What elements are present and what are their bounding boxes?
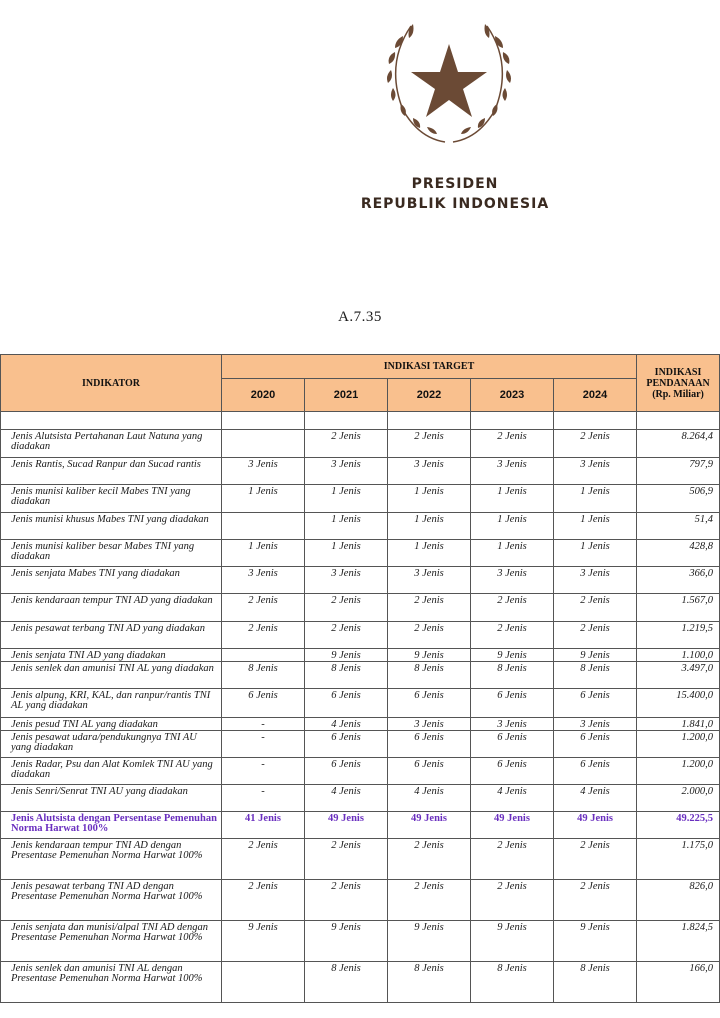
target-cell: - bbox=[222, 718, 305, 731]
target-cell: 41 Jenis bbox=[222, 812, 305, 839]
target-cell: 1 Jenis bbox=[554, 540, 637, 567]
indicator-cell: Jenis senlek dan amunisi TNI AL yang diadakan bbox=[1, 662, 222, 689]
table-row bbox=[1, 758, 720, 785]
target-cell: 8 Jenis bbox=[471, 662, 554, 689]
header-year: 2023 bbox=[471, 379, 554, 412]
indicator-cell: Jenis senjata dan munisi/alpal TNI AD dengan Presentase Pemenuhan Norma Harwat 100% bbox=[1, 921, 222, 962]
target-cell: 9 Jenis bbox=[471, 649, 554, 662]
target-cell: 9 Jenis bbox=[388, 921, 471, 962]
target-cell: 1 Jenis bbox=[305, 485, 388, 513]
header-indikasi-target: INDIKASI TARGET bbox=[222, 355, 637, 379]
header-indikator: INDIKATOR bbox=[1, 355, 222, 412]
target-cell bbox=[222, 962, 305, 1003]
target-cell: 4 Jenis bbox=[305, 718, 388, 731]
target-cell: 4 Jenis bbox=[305, 785, 388, 812]
target-cell: 2 Jenis bbox=[471, 880, 554, 921]
target-cell: 3 Jenis bbox=[388, 718, 471, 731]
funding-cell: 3.497,0 bbox=[637, 662, 720, 689]
target-cell: 1 Jenis bbox=[388, 513, 471, 540]
target-cell: 9 Jenis bbox=[554, 649, 637, 662]
funding-cell: 1.175,0 bbox=[637, 839, 720, 880]
target-cell: 6 Jenis bbox=[305, 689, 388, 718]
header-indikasi-pendanaan: INDIKASI PENDANAAN (Rp. Miliar) bbox=[637, 355, 720, 412]
funding-cell: 1.567,0 bbox=[637, 594, 720, 622]
target-cell: 9 Jenis bbox=[305, 921, 388, 962]
target-cell: 3 Jenis bbox=[471, 567, 554, 594]
table-row bbox=[1, 649, 720, 662]
target-cell: 2 Jenis bbox=[554, 430, 637, 458]
table-row bbox=[1, 622, 720, 649]
table-row bbox=[1, 731, 720, 758]
target-table bbox=[0, 354, 720, 1003]
funding-cell: 1.219,5 bbox=[637, 622, 720, 649]
funding-cell: 428,8 bbox=[637, 540, 720, 567]
indicator-cell: Jenis munisi kaliber besar Mabes TNI yang diadakan bbox=[1, 540, 222, 567]
target-cell: 2 Jenis bbox=[305, 622, 388, 649]
target-cell: 1 Jenis bbox=[554, 513, 637, 540]
table-row bbox=[1, 718, 720, 731]
presidential-emblem-icon bbox=[383, 14, 515, 148]
funding-cell: 1.200,0 bbox=[637, 731, 720, 758]
target-cell: 1 Jenis bbox=[222, 540, 305, 567]
target-cell: 3 Jenis bbox=[388, 458, 471, 485]
target-cell: 49 Jenis bbox=[305, 812, 388, 839]
indicator-cell: Jenis Rantis, Sucad Ranpur dan Sucad rantis bbox=[1, 458, 222, 485]
target-cell: 3 Jenis bbox=[554, 567, 637, 594]
target-cell: 1 Jenis bbox=[471, 513, 554, 540]
target-cell: 2 Jenis bbox=[222, 880, 305, 921]
indicator-cell: Jenis Alutsista Pertahanan Laut Natuna yang diadakan bbox=[1, 430, 222, 458]
target-cell: 9 Jenis bbox=[305, 649, 388, 662]
target-cell: 2 Jenis bbox=[471, 594, 554, 622]
target-cell: 49 Jenis bbox=[554, 812, 637, 839]
target-cell: 2 Jenis bbox=[471, 430, 554, 458]
target-cell: 2 Jenis bbox=[554, 839, 637, 880]
target-cell: 2 Jenis bbox=[305, 430, 388, 458]
target-cell: 2 Jenis bbox=[388, 880, 471, 921]
funding-cell: 797,9 bbox=[637, 458, 720, 485]
target-cell bbox=[222, 430, 305, 458]
target-cell: 1 Jenis bbox=[471, 540, 554, 567]
header-republik-indonesia: REPUBLIK INDONESIA bbox=[360, 196, 550, 212]
target-cell: 4 Jenis bbox=[554, 785, 637, 812]
target-cell: 3 Jenis bbox=[471, 718, 554, 731]
header-year: 2022 bbox=[388, 379, 471, 412]
target-cell: 2 Jenis bbox=[554, 880, 637, 921]
target-cell: 8 Jenis bbox=[554, 662, 637, 689]
target-cell: 4 Jenis bbox=[388, 785, 471, 812]
indicator-cell: Jenis Senri/Senrat TNI AU yang diadakan bbox=[1, 785, 222, 812]
table-row bbox=[1, 594, 720, 622]
header-year: 2020 bbox=[222, 379, 305, 412]
funding-cell: 1.200,0 bbox=[637, 758, 720, 785]
target-cell: 2 Jenis bbox=[222, 622, 305, 649]
target-cell: 6 Jenis bbox=[388, 689, 471, 718]
funding-cell: 366,0 bbox=[637, 567, 720, 594]
target-cell: 9 Jenis bbox=[471, 921, 554, 962]
target-cell: 6 Jenis bbox=[471, 731, 554, 758]
table-body bbox=[1, 412, 720, 1003]
target-cell: 6 Jenis bbox=[471, 689, 554, 718]
target-cell: 1 Jenis bbox=[222, 485, 305, 513]
table-row bbox=[1, 962, 720, 1003]
indicator-cell: Jenis alpung, KRI, KAL, dan ranpur/rantis TNI AL yang diadakan bbox=[1, 689, 222, 718]
table-row bbox=[1, 785, 720, 812]
funding-cell: 2.000,0 bbox=[637, 785, 720, 812]
table-row bbox=[1, 513, 720, 540]
target-cell: 2 Jenis bbox=[305, 880, 388, 921]
indicator-cell: Jenis kendaraan tempur TNI AD dengan Presentase Pemenuhan Norma Harwat 100% bbox=[1, 839, 222, 880]
target-cell: 2 Jenis bbox=[305, 594, 388, 622]
funding-cell: 166,0 bbox=[637, 962, 720, 1003]
target-cell: 8 Jenis bbox=[388, 962, 471, 1003]
funding-cell: 1.841,0 bbox=[637, 718, 720, 731]
table-row bbox=[1, 567, 720, 594]
target-cell: 6 Jenis bbox=[554, 689, 637, 718]
target-cell: 6 Jenis bbox=[554, 758, 637, 785]
target-cell: - bbox=[222, 731, 305, 758]
target-cell: 3 Jenis bbox=[388, 567, 471, 594]
target-cell: 3 Jenis bbox=[305, 458, 388, 485]
indicator-cell: Jenis kendaraan tempur TNI AD yang diadakan bbox=[1, 594, 222, 622]
table-row bbox=[1, 430, 720, 458]
target-cell: - bbox=[222, 785, 305, 812]
target-cell: 8 Jenis bbox=[388, 662, 471, 689]
indicator-cell: Jenis munisi khusus Mabes TNI yang diadakan bbox=[1, 513, 222, 540]
target-cell: 1 Jenis bbox=[554, 485, 637, 513]
indicator-cell: Jenis senjata TNI AD yang diadakan bbox=[1, 649, 222, 662]
header-year: 2024 bbox=[554, 379, 637, 412]
target-cell: 6 Jenis bbox=[388, 731, 471, 758]
target-cell: 6 Jenis bbox=[388, 758, 471, 785]
table-row bbox=[1, 689, 720, 718]
target-cell: 6 Jenis bbox=[554, 731, 637, 758]
indicator-cell: Jenis pesawat terbang TNI AD dengan Presentase Pemenuhan Norma Harwat 100% bbox=[1, 880, 222, 921]
target-cell: 1 Jenis bbox=[388, 485, 471, 513]
target-cell: 49 Jenis bbox=[388, 812, 471, 839]
indicator-cell: Jenis pesawat udara/pendukungnya TNI AU yang diadakan bbox=[1, 731, 222, 758]
page-code: A.7.35 bbox=[338, 309, 382, 325]
indicator-cell: Jenis senlek dan amunisi TNI AL dengan Presentase Pemenuhan Norma Harwat 100% bbox=[1, 962, 222, 1003]
target-cell: 3 Jenis bbox=[222, 567, 305, 594]
indicator-cell: Jenis senjata Mabes TNI yang diadakan bbox=[1, 567, 222, 594]
indicator-cell: Jenis Radar, Psu dan Alat Komlek TNI AU yang diadakan bbox=[1, 758, 222, 785]
target-cell: - bbox=[222, 758, 305, 785]
target-cell: 3 Jenis bbox=[471, 458, 554, 485]
target-cell: 2 Jenis bbox=[388, 594, 471, 622]
target-cell: 1 Jenis bbox=[471, 485, 554, 513]
table-row bbox=[1, 880, 720, 921]
header-presiden: PRESIDEN bbox=[411, 176, 499, 192]
funding-cell: 826,0 bbox=[637, 880, 720, 921]
table-row bbox=[1, 540, 720, 567]
target-cell: 3 Jenis bbox=[554, 718, 637, 731]
target-cell: 3 Jenis bbox=[554, 458, 637, 485]
target-cell: 9 Jenis bbox=[388, 649, 471, 662]
target-cell: 6 Jenis bbox=[305, 731, 388, 758]
table-row bbox=[1, 839, 720, 880]
target-cell: 6 Jenis bbox=[471, 758, 554, 785]
target-cell: 2 Jenis bbox=[222, 594, 305, 622]
target-cell: 1 Jenis bbox=[305, 540, 388, 567]
target-cell: 2 Jenis bbox=[554, 594, 637, 622]
table-row bbox=[1, 662, 720, 689]
target-cell: 9 Jenis bbox=[222, 921, 305, 962]
funding-cell: 506,9 bbox=[637, 485, 720, 513]
target-cell: 2 Jenis bbox=[388, 430, 471, 458]
funding-cell: 1.824,5 bbox=[637, 921, 720, 962]
indicator-cell: Jenis pesawat terbang TNI AD yang diadakan bbox=[1, 622, 222, 649]
target-cell: 6 Jenis bbox=[305, 758, 388, 785]
target-cell bbox=[222, 649, 305, 662]
target-cell: 2 Jenis bbox=[554, 622, 637, 649]
target-cell: 3 Jenis bbox=[222, 458, 305, 485]
table-row bbox=[1, 921, 720, 962]
target-cell: 8 Jenis bbox=[554, 962, 637, 1003]
target-cell: 1 Jenis bbox=[305, 513, 388, 540]
target-cell: 8 Jenis bbox=[305, 662, 388, 689]
target-cell: 49 Jenis bbox=[471, 812, 554, 839]
target-cell: 2 Jenis bbox=[388, 622, 471, 649]
target-cell: 2 Jenis bbox=[222, 839, 305, 880]
target-cell: 1 Jenis bbox=[388, 540, 471, 567]
target-cell: 2 Jenis bbox=[471, 839, 554, 880]
target-cell: 2 Jenis bbox=[471, 622, 554, 649]
target-cell bbox=[222, 513, 305, 540]
funding-cell: 49.225,5 bbox=[637, 812, 720, 839]
funding-cell: 8.264,4 bbox=[637, 430, 720, 458]
target-cell: 8 Jenis bbox=[305, 962, 388, 1003]
header-year: 2021 bbox=[305, 379, 388, 412]
spacer-row bbox=[1, 412, 720, 430]
target-cell: 2 Jenis bbox=[388, 839, 471, 880]
funding-cell: 1.100,0 bbox=[637, 649, 720, 662]
indicator-cell: Jenis pesud TNI AL yang diadakan bbox=[1, 718, 222, 731]
target-cell: 8 Jenis bbox=[222, 662, 305, 689]
target-cell: 4 Jenis bbox=[471, 785, 554, 812]
target-cell: 3 Jenis bbox=[305, 567, 388, 594]
target-cell: 2 Jenis bbox=[305, 839, 388, 880]
table-row bbox=[1, 812, 720, 839]
funding-cell: 51,4 bbox=[637, 513, 720, 540]
indicator-cell: Jenis Alutsista dengan Persentase Pemenuhan Norma Harwat 100% bbox=[1, 812, 222, 839]
target-cell: 9 Jenis bbox=[554, 921, 637, 962]
table-row bbox=[1, 485, 720, 513]
target-cell: 6 Jenis bbox=[222, 689, 305, 718]
funding-cell: 15.400,0 bbox=[637, 689, 720, 718]
target-cell: 8 Jenis bbox=[471, 962, 554, 1003]
indicator-cell: Jenis munisi kaliber kecil Mabes TNI yang diadakan bbox=[1, 485, 222, 513]
table-row bbox=[1, 458, 720, 485]
